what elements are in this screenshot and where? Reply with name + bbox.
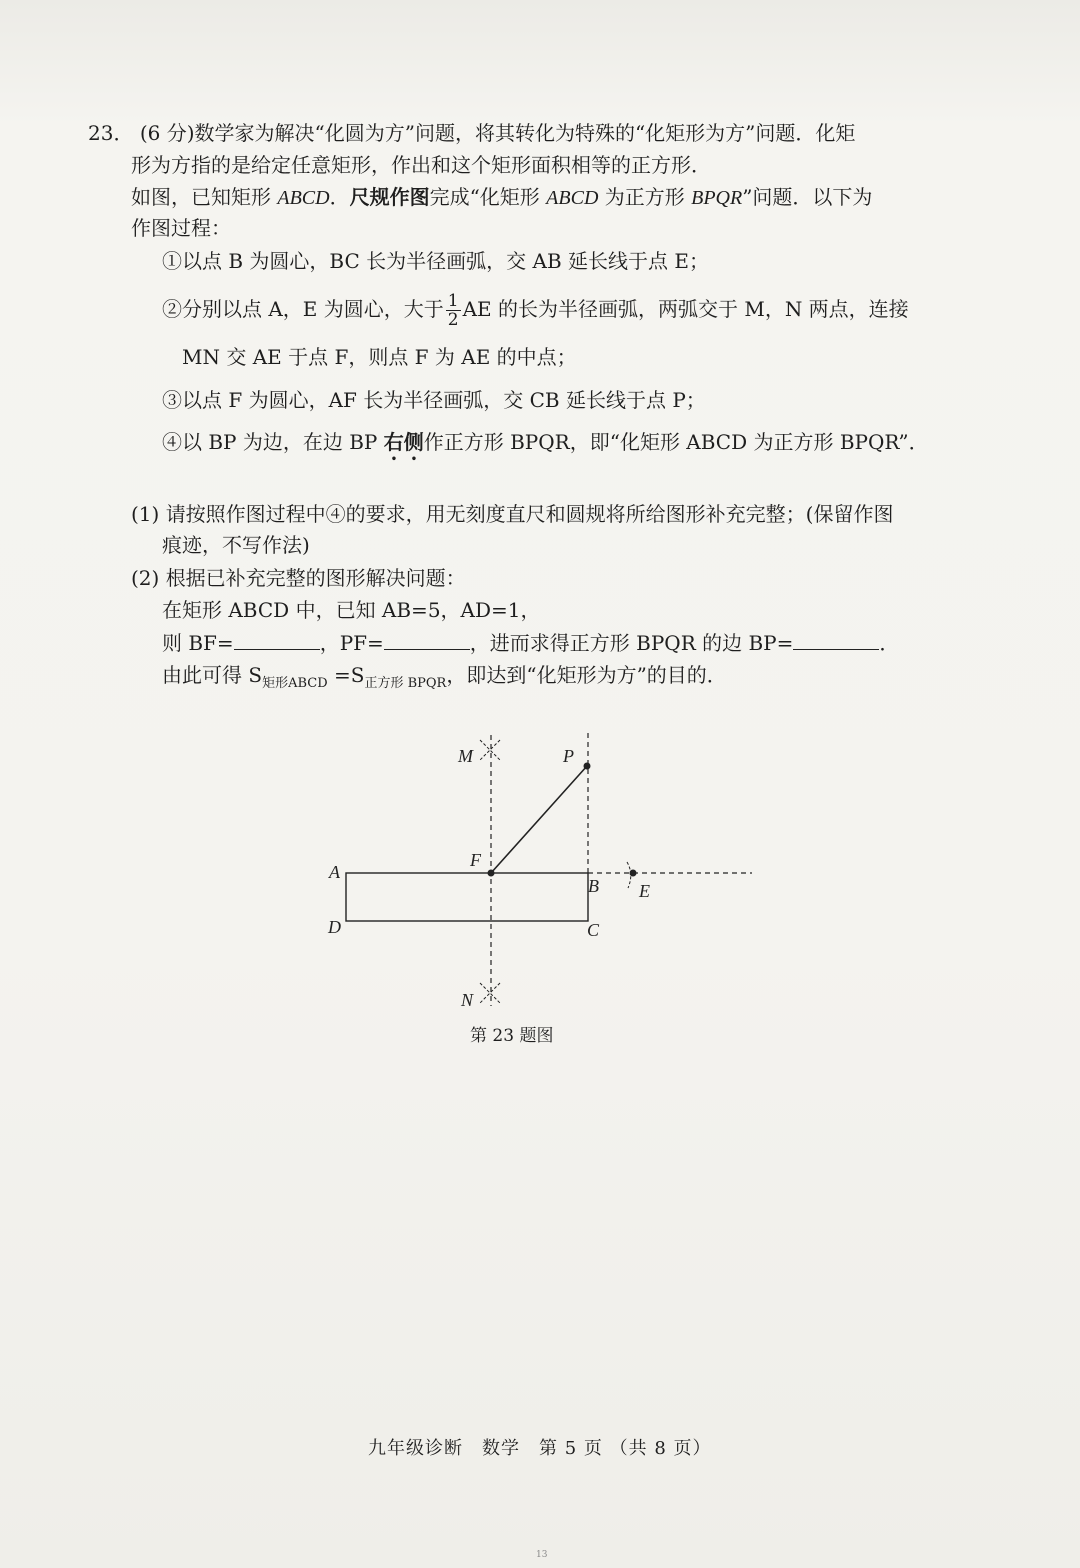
label-a: A: [329, 862, 340, 882]
arc-mark-m-2: [480, 740, 500, 760]
given-text-c: 完成“化矩形: [429, 185, 547, 209]
intro-text-1: 数学家为解决“化圆为方”问题，将其转化为特殊的“化矩形为方”问题．化矩: [194, 121, 856, 145]
arc-mark-n-2: [480, 983, 500, 1003]
label-f: F: [470, 850, 481, 870]
fraction-numerator: 1: [447, 291, 459, 311]
label-d: D: [328, 917, 341, 937]
point-e: [630, 870, 637, 877]
arc-mark-m-1: [480, 740, 500, 760]
area-subscript-square: 正方形 BPQR: [364, 676, 447, 691]
step-2-line2: MN 交 AE 于点 F，则点 F 为 AE 的中点；: [182, 345, 577, 369]
step-3: ③以点 F 为圆心，AF 长为半径画弧，交 CB 延长线于点 P；: [162, 388, 706, 412]
area-subscript-rectangle: 矩形ABCD: [262, 676, 328, 691]
step-2-text-a: ②分别以点 A，E 为圆心，大于: [162, 297, 444, 321]
step-2-text-b: AE 的长为半径画弧，两弧交于 M，N 两点，连接: [462, 297, 909, 321]
given-bpqr: BPQR: [691, 187, 743, 209]
area-text-c: ，即达到“化矩形为方”的目的．: [446, 663, 727, 687]
question-score: (6 分): [139, 121, 195, 145]
question-number: 23．: [88, 121, 134, 145]
page-mark: 13: [536, 1550, 548, 1560]
part-2-line2: 在矩形 ABCD 中，已知 AB=5，AD=1，: [162, 598, 541, 622]
bp-label: ，进而求得正方形 BPQR 的边 BP=: [469, 631, 794, 655]
fraction-denominator: 2: [447, 310, 459, 330]
given-ruler-emphasis: 尺规作图: [349, 185, 430, 209]
label-e: E: [639, 881, 650, 901]
label-m: M: [458, 746, 473, 766]
step-4-text-a: ④以 BP 为边，在边 BP: [162, 430, 384, 454]
step-4-right-side-emphasis: 右侧: [383, 430, 424, 454]
given-abcd: ABCD: [277, 187, 330, 209]
step-4-text-b: 作正方形 BPQR，即“化矩形 ABCD 为正方形 BPQR”．: [423, 430, 929, 454]
point-p: [584, 763, 591, 770]
step-1: ①以点 B 为圆心，BC 长为半径画弧，交 AB 延长线于点 E；: [162, 249, 709, 273]
given-text-d: 为正方形: [598, 185, 692, 209]
label-c: C: [587, 920, 600, 940]
point-f: [488, 870, 495, 877]
given-abcd-2: ABCD: [546, 187, 599, 209]
segment-fp: [491, 766, 587, 873]
part-2-line3-end: ．: [879, 631, 900, 655]
given-text-e: ”问题．以下为: [742, 185, 873, 209]
bf-label: 则 BF=: [162, 631, 234, 655]
given-line2: 作图过程：: [131, 216, 231, 240]
arc-mark-n-1: [480, 983, 500, 1003]
part-2-line1: (2) 根据已补充完整的图形解决问题：: [131, 566, 466, 590]
rectangle-abcd: [346, 873, 588, 921]
question-intro-line2: 形为方指的是给定任意矩形，作出和这个矩形面积相等的正方形．: [131, 153, 711, 177]
area-text-a: 由此可得 S: [162, 663, 263, 687]
page-footer: 九年级诊断 数学 第 5 页 （共 8 页）: [368, 1438, 712, 1459]
label-p: P: [563, 746, 574, 766]
part-1-line2: 痕迹，不写作法): [162, 533, 310, 557]
label-b: B: [588, 876, 599, 896]
part-1-line1: (1) 请按照作图过程中④的要求，用无刻度直尺和圆规将所给图形补充完整；(保留作图: [131, 502, 894, 526]
pf-label: ，PF=: [319, 631, 384, 655]
label-n: N: [461, 990, 474, 1010]
figure-caption: 第 23 题图: [470, 1026, 554, 1046]
area-text-b: =S: [327, 663, 365, 687]
given-text-a: 如图，已知矩形: [131, 185, 278, 209]
given-text-b: ．: [329, 185, 350, 209]
